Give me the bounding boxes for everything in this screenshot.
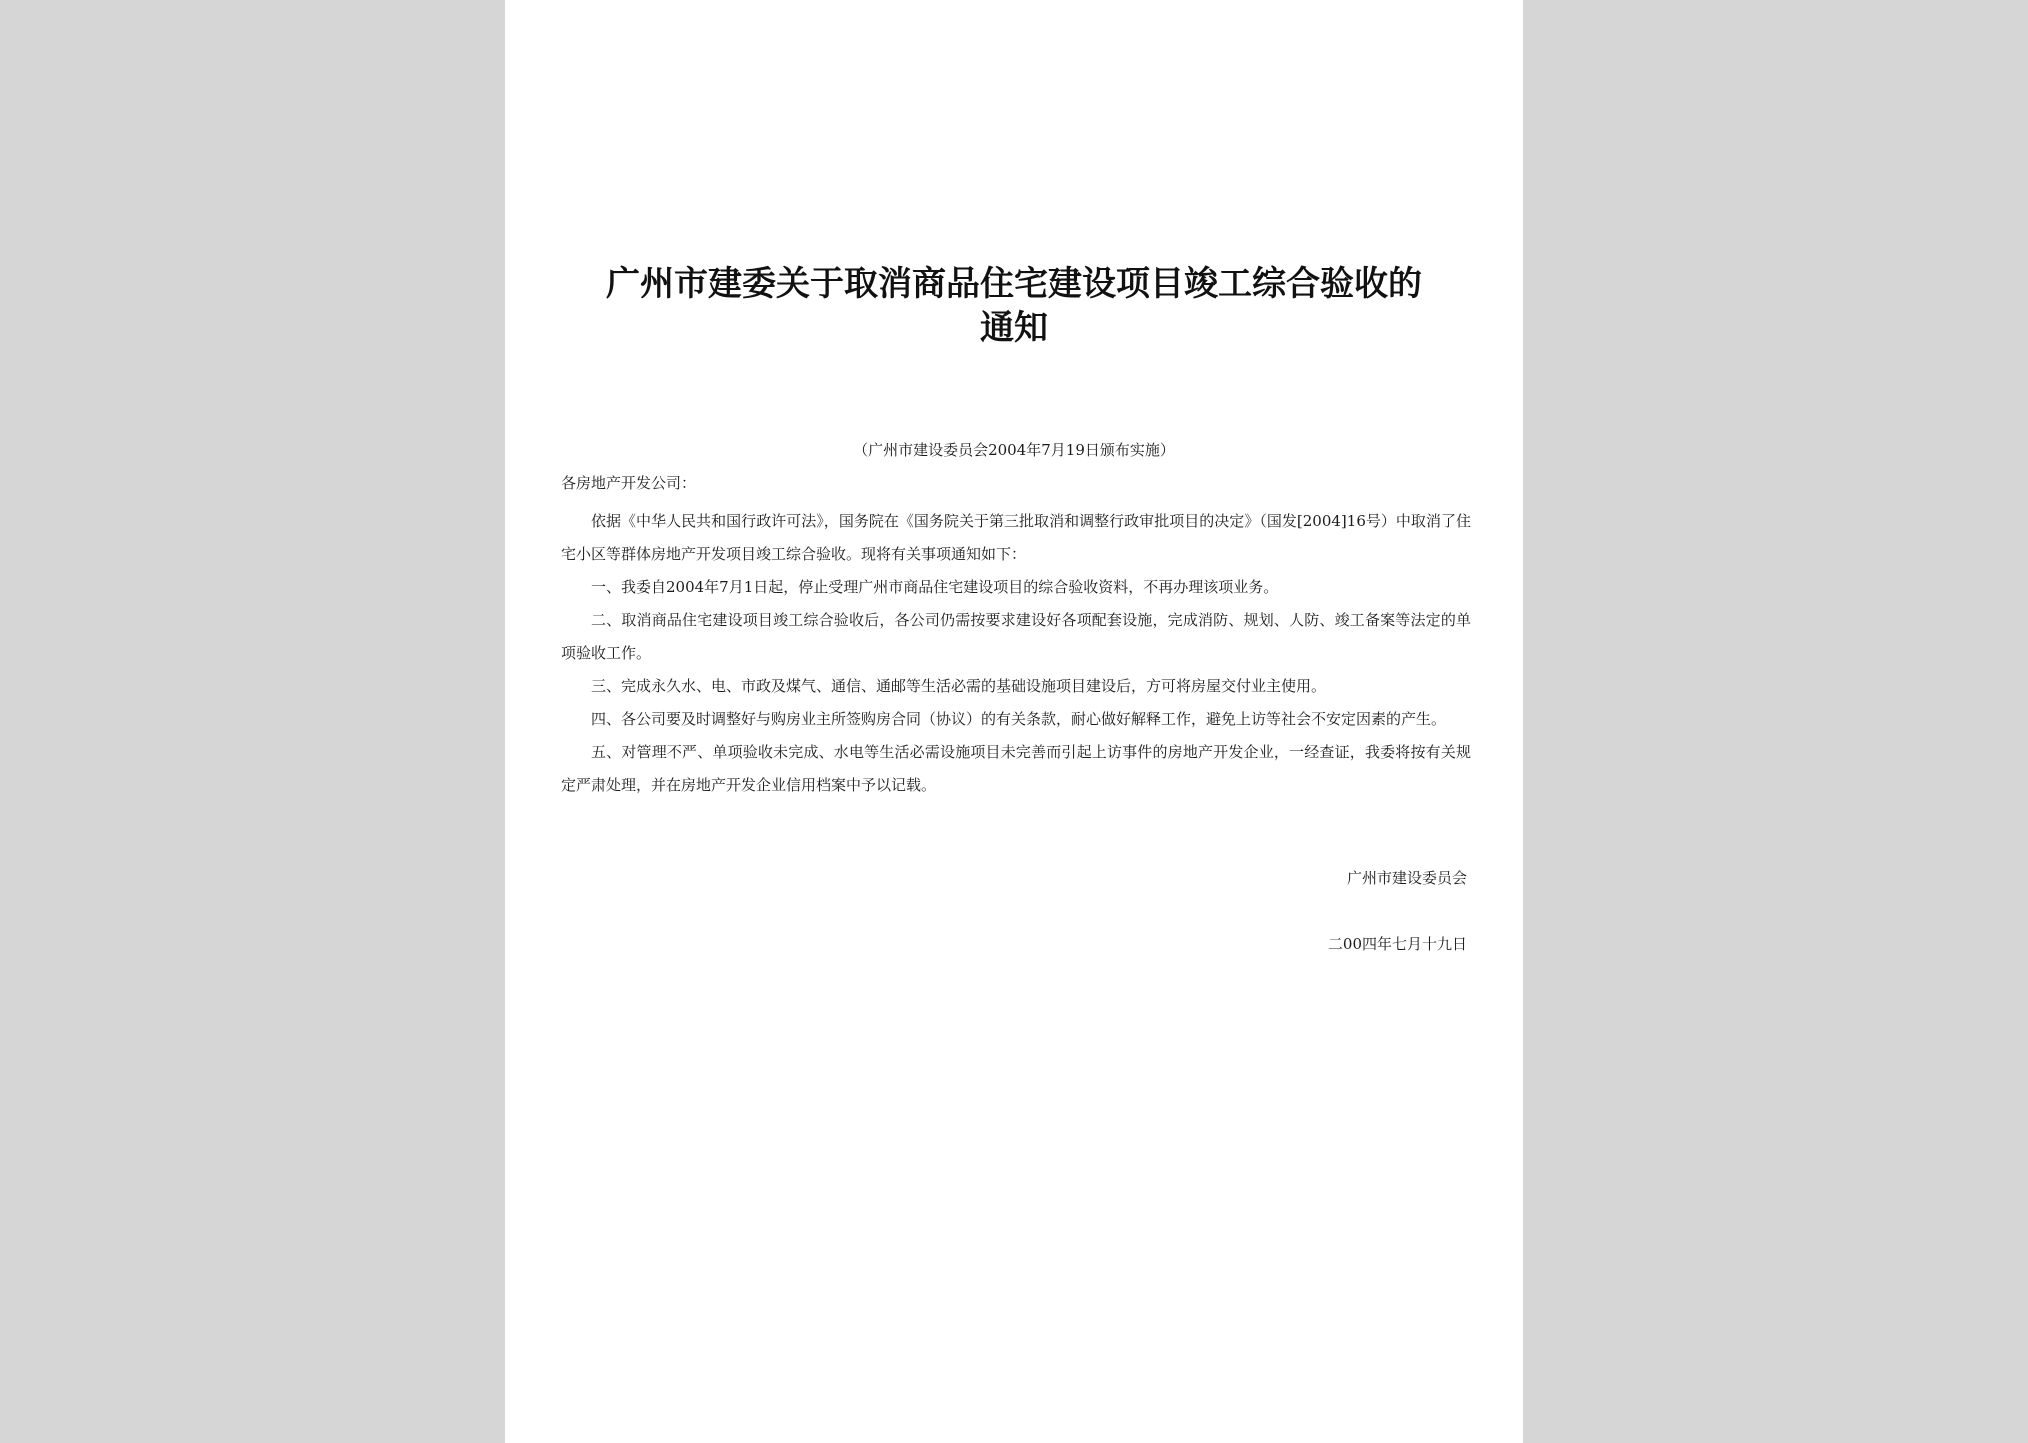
signer: 广州市建设委员会 [1346, 869, 1467, 887]
paragraph-item-5: 五、对管理不严、单项验收未完成、水电等生活必需设施项目未完善而引起上访事件的房地产开发企业，一经查证，我委将按有关规定严肃处理，并在房地产开发企业信用档案中予以记载。 [561, 743, 1471, 794]
issue-date: 二00四年七月十九日 [1327, 935, 1467, 953]
title-line-2: 通知 [980, 308, 1048, 348]
issuance-note: （广州市建设委员会2004年7月19日颁布实施） [853, 441, 1175, 459]
title-line-1: 广州市建委关于取消商品住宅建设项目竣工综合验收的 [606, 264, 1422, 304]
document-title [505, 262, 1523, 350]
salutation: 各房地产开发公司： [561, 474, 697, 492]
document-body [561, 505, 1471, 802]
paragraph-intro: 依据《中华人民共和国行政许可法》，国务院在《国务院关于第三批取消和调整行政审批项目的决定》（国发[2004]16号）中取消了住宅小区等群体房地产开发项目竣工综合验收。现将有关事项通知如下： [561, 512, 1471, 563]
paragraph-item-4: 四、各公司要及时调整好与购房业主所签购房合同（协议）的有关条款，耐心做好解释工作，避免上访等社会不安定因素的产生。 [591, 710, 1447, 728]
paragraph-item-1: 一、我委自2004年7月1日起，停止受理广州市商品住宅建设项目的综合验收资料，不再办理该项业务。 [591, 578, 1279, 596]
paragraph-item-2: 二、取消商品住宅建设项目竣工综合验收后，各公司仍需按要求建设好各项配套设施，完成消防、规划、人防、竣工备案等法定的单项验收工作。 [561, 611, 1471, 662]
paragraph-item-3: 三、完成永久水、电、市政及煤气、通信、通邮等生活必需的基础设施项目建设后，方可将房屋交付业主使用。 [591, 677, 1327, 695]
document-page [505, 0, 1523, 1443]
